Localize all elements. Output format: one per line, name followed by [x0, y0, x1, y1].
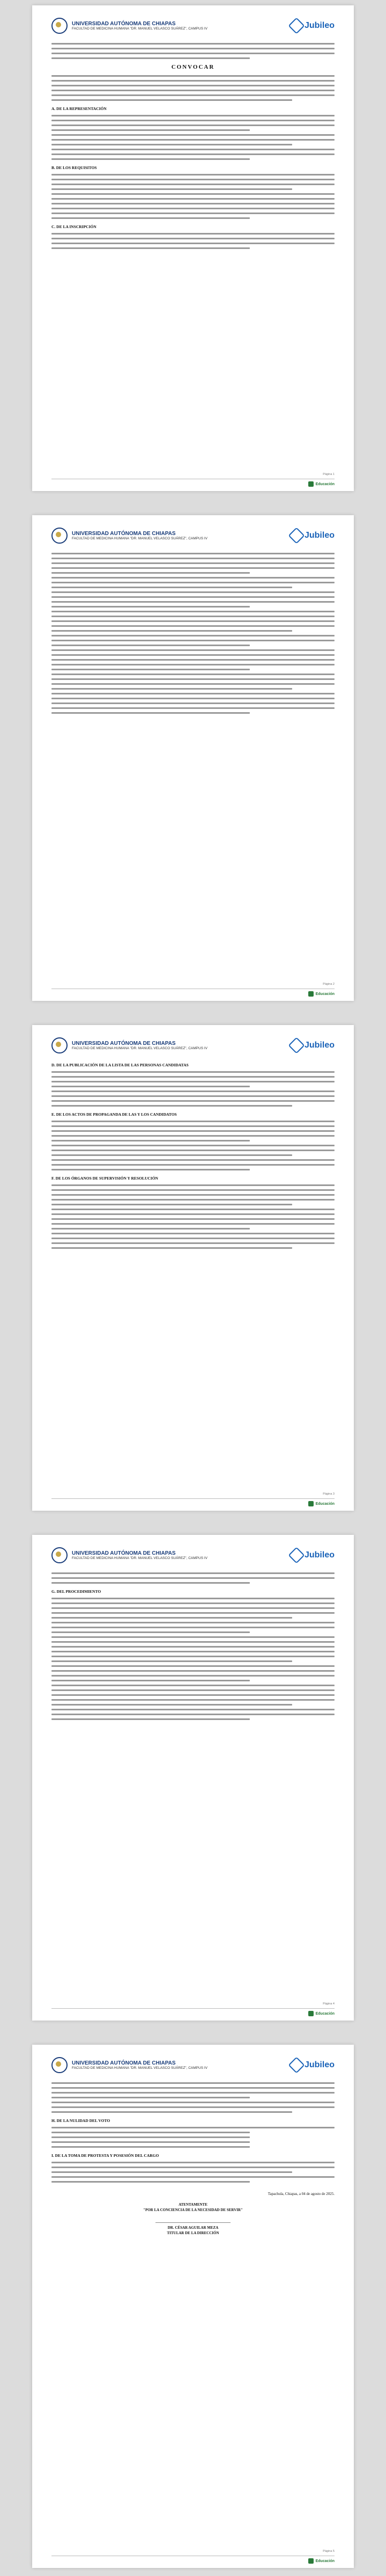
faculty-name: FACULTAD DE MEDICINA HUMANA "DR. MANUEL VELASCO SUÁREZ", CAMPUS IV — [72, 537, 207, 540]
page-footer — [51, 2008, 335, 2016]
education-logo-icon — [308, 1501, 314, 1506]
faculty-name: FACULTAD DE MEDICINA HUMANA "DR. MANUEL VELASCO SUÁREZ", CAMPUS IV — [72, 2066, 207, 2070]
education-logo-text: Educación — [315, 482, 335, 486]
jubileo-logo-icon — [288, 1547, 305, 1563]
jubileo-logo-icon — [288, 527, 305, 544]
university-seal-icon — [51, 1547, 68, 1563]
page-header — [51, 2054, 335, 2076]
page-number: Página 1 — [323, 473, 335, 476]
document-page — [32, 515, 354, 1001]
jubileo-logo-text: Jubileo — [304, 1550, 335, 1560]
university-seal-icon — [51, 528, 68, 544]
jubileo-logo-icon — [288, 1037, 305, 1053]
page-body — [51, 43, 335, 249]
education-logo-icon — [308, 2558, 314, 2564]
section-heading: E. DE LOS ACTOS DE PROPAGANDA DE LAS Y LOS CANDIDATOS — [51, 1112, 177, 1117]
signature-block — [51, 2191, 335, 2236]
page-footer — [51, 989, 335, 997]
faculty-name: FACULTAD DE MEDICINA HUMANA "DR. MANUEL VELASCO SUÁREZ", CAMPUS IV — [72, 1556, 207, 1560]
section-heading: B. DE LOS REQUISITOS — [51, 165, 97, 170]
institutional-motto: "POR LA CONCIENCIA DE LA NECESIDAD DE SERVIR" — [143, 2208, 243, 2212]
signer-title: TITULAR DE LA DIRECCIÓN — [167, 2231, 219, 2235]
section-heading: I. DE LA TOMA DE PROTESTA Y POSESIÓN DEL CARGO — [51, 2153, 159, 2158]
page-body — [51, 2082, 335, 2236]
jubileo-logo-text: Jubileo — [304, 531, 335, 540]
page-header — [51, 525, 335, 546]
university-name: UNIVERSIDAD AUTÓNOMA DE CHIAPAS — [72, 21, 176, 27]
page-body — [51, 1063, 335, 1249]
jubileo-logo-icon — [288, 17, 305, 34]
faculty-name: FACULTAD DE MEDICINA HUMANA "DR. MANUEL VELASCO SUÁREZ", CAMPUS IV — [72, 27, 207, 31]
university-name: UNIVERSIDAD AUTÓNOMA DE CHIAPAS — [72, 1041, 176, 1046]
page-header — [51, 1035, 335, 1056]
document-page — [32, 5, 354, 491]
education-logo-icon — [308, 991, 314, 997]
page-header — [51, 1545, 335, 1566]
education-logo-text: Educación — [315, 2011, 335, 2016]
section-heading: A. DE LA REPRESENTACIÓN — [51, 106, 107, 111]
page-number: Página 4 — [323, 2002, 335, 2006]
university-name: UNIVERSIDAD AUTÓNOMA DE CHIAPAS — [72, 1550, 176, 1556]
document-page — [32, 1025, 354, 1511]
section-heading: H. DE LA NULIDAD DEL VOTO — [51, 2118, 110, 2123]
section-heading: D. DE LA PUBLICACIÓN DE LA LISTA DE LAS PERSONAS CANDIDATAS — [51, 1063, 189, 1067]
university-seal-icon — [51, 2057, 68, 2073]
page-number: Página 5 — [323, 2550, 335, 2553]
document-page — [32, 2045, 354, 2568]
page-header — [51, 15, 335, 36]
faculty-name: FACULTAD DE MEDICINA HUMANA "DR. MANUEL VELASCO SUÁREZ", CAMPUS IV — [72, 1046, 207, 1050]
page-number: Página 2 — [323, 983, 335, 986]
education-logo-text: Educación — [315, 2559, 335, 2563]
signer-name: DR. CÉSAR AGUILAR MEZA — [167, 2226, 219, 2230]
education-logo-icon — [308, 481, 314, 487]
signature-line — [155, 2222, 231, 2223]
university-seal-icon — [51, 1037, 68, 1053]
page-footer — [51, 1498, 335, 1506]
document-page — [32, 1535, 354, 2021]
jubileo-logo-icon — [288, 2057, 305, 2073]
closing-salutation: ATENTAMENTE — [179, 2202, 207, 2207]
page-footer — [51, 479, 335, 487]
education-logo-icon — [308, 2011, 314, 2016]
jubileo-logo-text: Jubileo — [304, 2060, 335, 2069]
university-name: UNIVERSIDAD AUTÓNOMA DE CHIAPAS — [72, 2060, 176, 2066]
page-body — [51, 1572, 335, 1720]
section-heading: G. DEL PROCEDIMIENTO — [51, 1589, 101, 1594]
section-heading: F. DE LOS ÓRGANOS DE SUPERVISIÓN Y RESOLUCIÓN — [51, 1176, 158, 1181]
education-logo-text: Educación — [315, 992, 335, 996]
place-date: Tapachula, Chiapas, a 04 de agosto de 2025. — [268, 2192, 335, 2196]
page-number: Página 3 — [323, 1492, 335, 1496]
page-footer — [51, 2556, 335, 2564]
page-body — [51, 553, 335, 714]
jubileo-logo-text: Jubileo — [304, 1041, 335, 1050]
page-title: CONVOCAR — [171, 64, 215, 70]
section-heading: C. DE LA INSCRIPCIÓN — [51, 224, 96, 229]
education-logo-text: Educación — [315, 1502, 335, 1506]
university-seal-icon — [51, 18, 68, 34]
jubileo-logo-text: Jubileo — [304, 21, 335, 30]
university-name: UNIVERSIDAD AUTÓNOMA DE CHIAPAS — [72, 531, 176, 537]
